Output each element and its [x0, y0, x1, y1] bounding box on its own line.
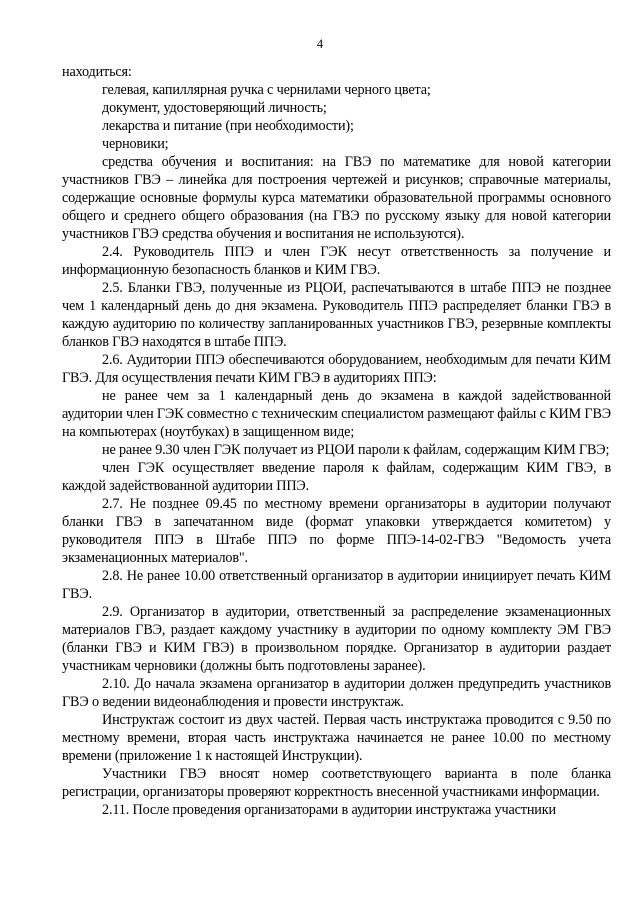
paragraph-2-5: 2.5. Бланки ГВЭ, полученные из РЦОИ, распечатываются в штабе ППЭ не позднее чем 1 календарный день до дня экзамена. Руководитель ППЭ распределяет бланки ГВЭ в каждую аудиторию по количеству запланированных участников ГВЭ, резервные комплекты бланков ГВЭ находятся в штабе ППЭ. — [62, 280, 611, 350]
paragraph-2-11: 2.11. После проведения организаторами в аудитории инструктажа участники — [102, 802, 556, 818]
paragraph-2-8: 2.8. Не ранее 10.00 ответственный организатор в аудитории инициирует печать КИМ ГВЭ. — [62, 568, 611, 602]
paragraph-2-6-item-1: не ранее чем за 1 календарный день до экзамена в каждой задействованной аудитории член ГЭК совместно с техническим специалистом размещают файлы с КИМ ГВЭ на компьютерах (ноутбуках) в защищенном виде; — [62, 388, 611, 440]
paragraph-briefing: Инструктаж состоит из двух частей. Первая часть инструктажа проводится с 9.50 по местному времени, вторая часть инструктажа начинается не ранее 10.00 по местному времени (приложение 1 к настоящей Инструкции). — [62, 712, 611, 764]
list-item-drafts: черновики; — [102, 136, 169, 152]
document-body — [62, 63, 611, 819]
paragraph-2-9: 2.9. Организатор в аудитории, ответственный за распределение экзаменационных материалов ГВЭ, раздает каждому участнику в аудитории по одному комплекту ЭМ ГВЭ (бланки ГВЭ и КИМ ГВЭ) в произвольном порядке. Организатор в аудитории раздает участникам черновики (должны быть подготовлены заранее). — [62, 604, 611, 674]
paragraph-2-4: 2.4. Руководитель ППЭ и член ГЭК несут ответственность за получение и информационную безопасность бланков и КИМ ГВЭ. — [62, 244, 611, 278]
paragraph-2-7: 2.7. Не позднее 09.45 по местному времени организаторы в аудитории получают бланки ГВЭ в запечатанном виде (формат упаковки утверждается комитетом) у руководителя ППЭ в Штабе ППЭ по форме ППЭ-14-02-ГВЭ "Ведомость учета экзаменационных материалов". — [62, 496, 611, 566]
list-item-pen: гелевая, капиллярная ручка с чернилами черного цвета; — [102, 82, 431, 98]
paragraph-2-6: 2.6. Аудитории ППЭ обеспечиваются оборудованием, необходимым для печати КИМ ГВЭ. Для осуществления печати КИМ ГВЭ в аудиториях ППЭ: — [62, 352, 611, 386]
paragraph-2-10: 2.10. До начала экзамена организатор в аудитории должен предупредить участников ГВЭ о ведении видеонаблюдения и провести инструктаж. — [62, 676, 611, 710]
paragraph-2-6-item-2: не ранее 9.30 член ГЭК получает из РЦОИ пароли к файлам, содержащим КИМ ГВЭ; — [102, 442, 610, 458]
list-item-medicine: лекарства и питание (при необходимости); — [102, 118, 354, 134]
paragraph-2-6-item-3: член ГЭК осуществляет введение пароля к файлам, содержащим КИМ ГВЭ, в каждой задействованной аудитории ППЭ. — [62, 460, 611, 494]
list-item-id-document: документ, удостоверяющий личность; — [102, 100, 327, 116]
page-number: 4 — [316, 37, 324, 51]
paragraph-intro: находиться: — [62, 64, 132, 80]
paragraph-variant-number: Участники ГВЭ вносят номер соответствующего варианта в поле бланка регистрации, организаторы проверяют корректность внесенной участниками информации. — [62, 766, 611, 800]
list-item-learning-aids: средства обучения и воспитания: на ГВЭ по математике для новой категории участников ГВЭ – линейка для построения чертежей и рисунков; справочные материалы, содержащие основные формулы курса математики образовательной программы основного общего и среднего общего образования (на ГВЭ по русскому языку для новой категории участников ГВЭ средства обучения и воспитания не используются). — [62, 154, 611, 242]
